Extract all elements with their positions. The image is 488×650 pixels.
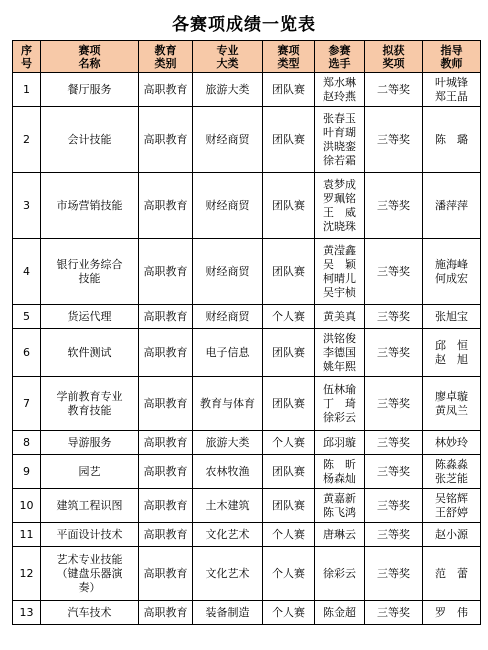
players-line: 罗珮铭 (323, 191, 356, 205)
event-type: 个人赛 (263, 305, 315, 329)
header-event-type (263, 41, 315, 73)
header-line: 选手 (328, 56, 351, 70)
header-line: 拟获 (382, 43, 405, 57)
award: 三等奖 (365, 547, 423, 601)
players-line: 黄美真 (323, 309, 356, 323)
teachers-line: 郑王晶 (435, 89, 468, 103)
header-line: 赛项 (78, 43, 101, 57)
players-line: 吴宇桢 (323, 285, 356, 299)
table-row (13, 601, 481, 625)
teachers-line: 施海峰 (435, 257, 468, 271)
players (315, 305, 365, 329)
teachers (423, 329, 481, 377)
major-category: 土木建筑 (193, 489, 263, 523)
header-line: 序 (21, 43, 32, 57)
event-type: 个人赛 (263, 523, 315, 547)
table-row (13, 489, 481, 523)
players-line: 唐琳云 (323, 527, 356, 541)
header-event-name (41, 41, 139, 73)
award: 三等奖 (365, 107, 423, 173)
players-line: 沈晓珠 (323, 219, 356, 233)
teachers (423, 523, 481, 547)
event-type: 团队赛 (263, 329, 315, 377)
edu-category: 高职教育 (139, 455, 193, 489)
teachers-line: 黄凤兰 (435, 403, 468, 417)
header-line: 专业 (216, 43, 239, 57)
edu-category: 高职教育 (139, 107, 193, 173)
edu-category: 高职教育 (139, 489, 193, 523)
event-name-line: 教育技能 (67, 403, 112, 417)
players-line: 邱羽璇 (323, 435, 356, 449)
edu-category: 高职教育 (139, 377, 193, 431)
major-category: 文化艺术 (193, 523, 263, 547)
players-line: 姚年熙 (323, 359, 356, 373)
players-line: 袁梦成 (323, 177, 356, 191)
row-number: 3 (13, 173, 41, 239)
table-row (13, 377, 481, 431)
table-row (13, 305, 481, 329)
event-name-line: 奏） (78, 580, 101, 594)
header-line: 赛项 (277, 43, 300, 57)
teachers (423, 377, 481, 431)
header-players (315, 41, 365, 73)
players-line: 杨森灿 (323, 471, 356, 485)
table-row (13, 547, 481, 601)
row-number: 8 (13, 431, 41, 455)
event-type: 个人赛 (263, 601, 315, 625)
award: 三等奖 (365, 431, 423, 455)
event-name (41, 173, 139, 239)
table-row (13, 455, 481, 489)
players (315, 455, 365, 489)
header-line: 指导 (440, 43, 463, 57)
teachers-line: 潘萍萍 (435, 198, 468, 212)
event-name (41, 239, 139, 305)
event-type: 团队赛 (263, 73, 315, 107)
header-line: 教师 (440, 56, 463, 70)
event-name-line: 餐厅服务 (67, 82, 112, 96)
header-edu-category (139, 41, 193, 73)
event-name-line: 汽车技术 (67, 605, 112, 619)
edu-category: 高职教育 (139, 547, 193, 601)
event-name-line: 平面设计技术 (56, 527, 123, 541)
edu-category: 高职教育 (139, 173, 193, 239)
teachers-line: 廖卓璇 (435, 389, 468, 403)
major-category: 旅游大类 (193, 73, 263, 107)
players-line: 陈金超 (323, 605, 356, 619)
row-number: 2 (13, 107, 41, 173)
players (315, 329, 365, 377)
teachers-line: 叶城锋 (435, 75, 468, 89)
event-name-line: 导游服务 (67, 435, 112, 449)
teachers (423, 173, 481, 239)
page-title: 各赛项成绩一览表 (172, 15, 316, 35)
table-row (13, 431, 481, 455)
event-name (41, 547, 139, 601)
row-number: 5 (13, 305, 41, 329)
award: 三等奖 (365, 601, 423, 625)
event-name-line: 学前教育专业 (56, 389, 123, 403)
players (315, 73, 365, 107)
event-name (41, 107, 139, 173)
table-row (13, 523, 481, 547)
teachers-line: 吴铭辉 (435, 491, 468, 505)
results-table (12, 40, 481, 625)
teachers (423, 601, 481, 625)
event-type: 团队赛 (263, 239, 315, 305)
table-row (13, 329, 481, 377)
edu-category: 高职教育 (139, 239, 193, 305)
event-name-line: （键盘乐器演 (56, 566, 123, 580)
edu-category: 高职教育 (139, 431, 193, 455)
teachers (423, 239, 481, 305)
teachers-line: 张旭宝 (435, 309, 468, 323)
award: 三等奖 (365, 173, 423, 239)
players-line: 黄嘉新 (323, 491, 356, 505)
row-number: 13 (13, 601, 41, 625)
teachers-line: 赵 旭 (435, 352, 468, 366)
event-type: 团队赛 (263, 107, 315, 173)
players (315, 239, 365, 305)
players (315, 547, 365, 601)
row-number: 4 (13, 239, 41, 305)
header-teachers (423, 41, 481, 73)
edu-category: 高职教育 (139, 73, 193, 107)
event-name-line: 建筑工程识图 (56, 498, 123, 512)
players-line: 张春玉 (323, 111, 356, 125)
players-line: 洪铭俊 (323, 331, 356, 345)
teachers-line: 范 蕾 (435, 566, 468, 580)
teachers (423, 489, 481, 523)
award: 二等奖 (365, 73, 423, 107)
event-type: 团队赛 (263, 489, 315, 523)
players (315, 377, 365, 431)
teachers (423, 305, 481, 329)
players-line: 柯晴儿 (323, 271, 356, 285)
major-category: 装备制造 (193, 601, 263, 625)
event-name (41, 305, 139, 329)
event-name-line: 软件测试 (67, 345, 112, 359)
teachers (423, 107, 481, 173)
teachers-line: 王舒婷 (435, 505, 468, 519)
header-award (365, 41, 423, 73)
major-category: 财经商贸 (193, 107, 263, 173)
table-row (13, 73, 481, 107)
players-line: 郑水琳 (323, 75, 356, 89)
players-line: 徐若霜 (323, 153, 356, 167)
header-line: 参赛 (328, 43, 351, 57)
event-name-line: 银行业务综合 (56, 257, 123, 271)
teachers (423, 431, 481, 455)
event-name (41, 601, 139, 625)
header-major (193, 41, 263, 73)
award: 三等奖 (365, 329, 423, 377)
major-category: 旅游大类 (193, 431, 263, 455)
major-category: 电子信息 (193, 329, 263, 377)
event-type: 团队赛 (263, 173, 315, 239)
row-number: 9 (13, 455, 41, 489)
players-line: 徐彩云 (323, 566, 356, 580)
event-type: 个人赛 (263, 547, 315, 601)
players (315, 489, 365, 523)
teachers-line: 陈 璐 (435, 132, 468, 146)
teachers-line: 赵小源 (435, 527, 468, 541)
edu-category: 高职教育 (139, 329, 193, 377)
players-line: 赵玲燕 (323, 89, 356, 103)
header-no (13, 41, 41, 73)
event-name (41, 73, 139, 107)
header-line: 大类 (216, 56, 239, 70)
event-name-line: 货运代理 (67, 309, 112, 323)
event-name-line: 艺术专业技能 (56, 552, 123, 566)
header-row (13, 41, 481, 73)
players-line: 叶育瑚 (323, 125, 356, 139)
players-line: 伍林瑜 (323, 382, 356, 396)
edu-category: 高职教育 (139, 305, 193, 329)
event-name (41, 489, 139, 523)
players-line: 丁 琦 (323, 396, 356, 410)
header-line: 教育 (154, 43, 177, 57)
event-name (41, 523, 139, 547)
event-name (41, 431, 139, 455)
players-line: 陈 昕 (323, 457, 356, 471)
row-number: 12 (13, 547, 41, 601)
event-name (41, 455, 139, 489)
row-number: 11 (13, 523, 41, 547)
players (315, 431, 365, 455)
players (315, 601, 365, 625)
players (315, 107, 365, 173)
header-line: 名称 (78, 56, 101, 70)
players-line: 黄滢鑫 (323, 243, 356, 257)
major-category: 财经商贸 (193, 173, 263, 239)
players-line: 王 威 (323, 205, 356, 219)
event-name-line: 技能 (78, 271, 101, 285)
event-name-line: 园艺 (78, 464, 101, 478)
event-type: 团队赛 (263, 377, 315, 431)
event-name-line: 会计技能 (67, 132, 112, 146)
table-body (13, 73, 481, 625)
major-category: 文化艺术 (193, 547, 263, 601)
header-line: 奖项 (382, 56, 405, 70)
players (315, 523, 365, 547)
teachers (423, 547, 481, 601)
major-category: 农林牧渔 (193, 455, 263, 489)
event-type: 个人赛 (263, 431, 315, 455)
teachers-line: 邱 恒 (435, 338, 468, 352)
award: 三等奖 (365, 523, 423, 547)
header-line: 类型 (277, 56, 300, 70)
players (315, 173, 365, 239)
table-row (13, 239, 481, 305)
award: 三等奖 (365, 239, 423, 305)
players-line: 李德国 (323, 345, 356, 359)
event-name (41, 329, 139, 377)
edu-category: 高职教育 (139, 523, 193, 547)
event-name (41, 377, 139, 431)
edu-category: 高职教育 (139, 601, 193, 625)
teachers (423, 455, 481, 489)
players-line: 陈飞鸿 (323, 505, 356, 519)
teachers-line: 罗 伟 (435, 605, 468, 619)
row-number: 6 (13, 329, 41, 377)
table-row (13, 107, 481, 173)
award: 三等奖 (365, 377, 423, 431)
header-line: 类别 (154, 56, 177, 70)
major-category: 财经商贸 (193, 305, 263, 329)
award: 三等奖 (365, 455, 423, 489)
players-line: 徐彩云 (323, 410, 356, 424)
teachers-line: 张芝能 (435, 471, 468, 485)
teachers-line: 何成宏 (435, 271, 468, 285)
header-line: 号 (21, 56, 32, 70)
event-type: 团队赛 (263, 455, 315, 489)
row-number: 7 (13, 377, 41, 431)
award: 三等奖 (365, 305, 423, 329)
teachers-line: 林妙玲 (435, 435, 468, 449)
row-number: 1 (13, 73, 41, 107)
event-name-line: 市场营销技能 (56, 198, 123, 212)
players-line: 洪晓銮 (323, 139, 356, 153)
row-number: 10 (13, 489, 41, 523)
players-line: 吴 颖 (323, 257, 356, 271)
teachers (423, 73, 481, 107)
major-category: 财经商贸 (193, 239, 263, 305)
award: 三等奖 (365, 489, 423, 523)
teachers-line: 陈淼淼 (435, 457, 468, 471)
major-category: 教育与体育 (193, 377, 263, 431)
table-row (13, 173, 481, 239)
